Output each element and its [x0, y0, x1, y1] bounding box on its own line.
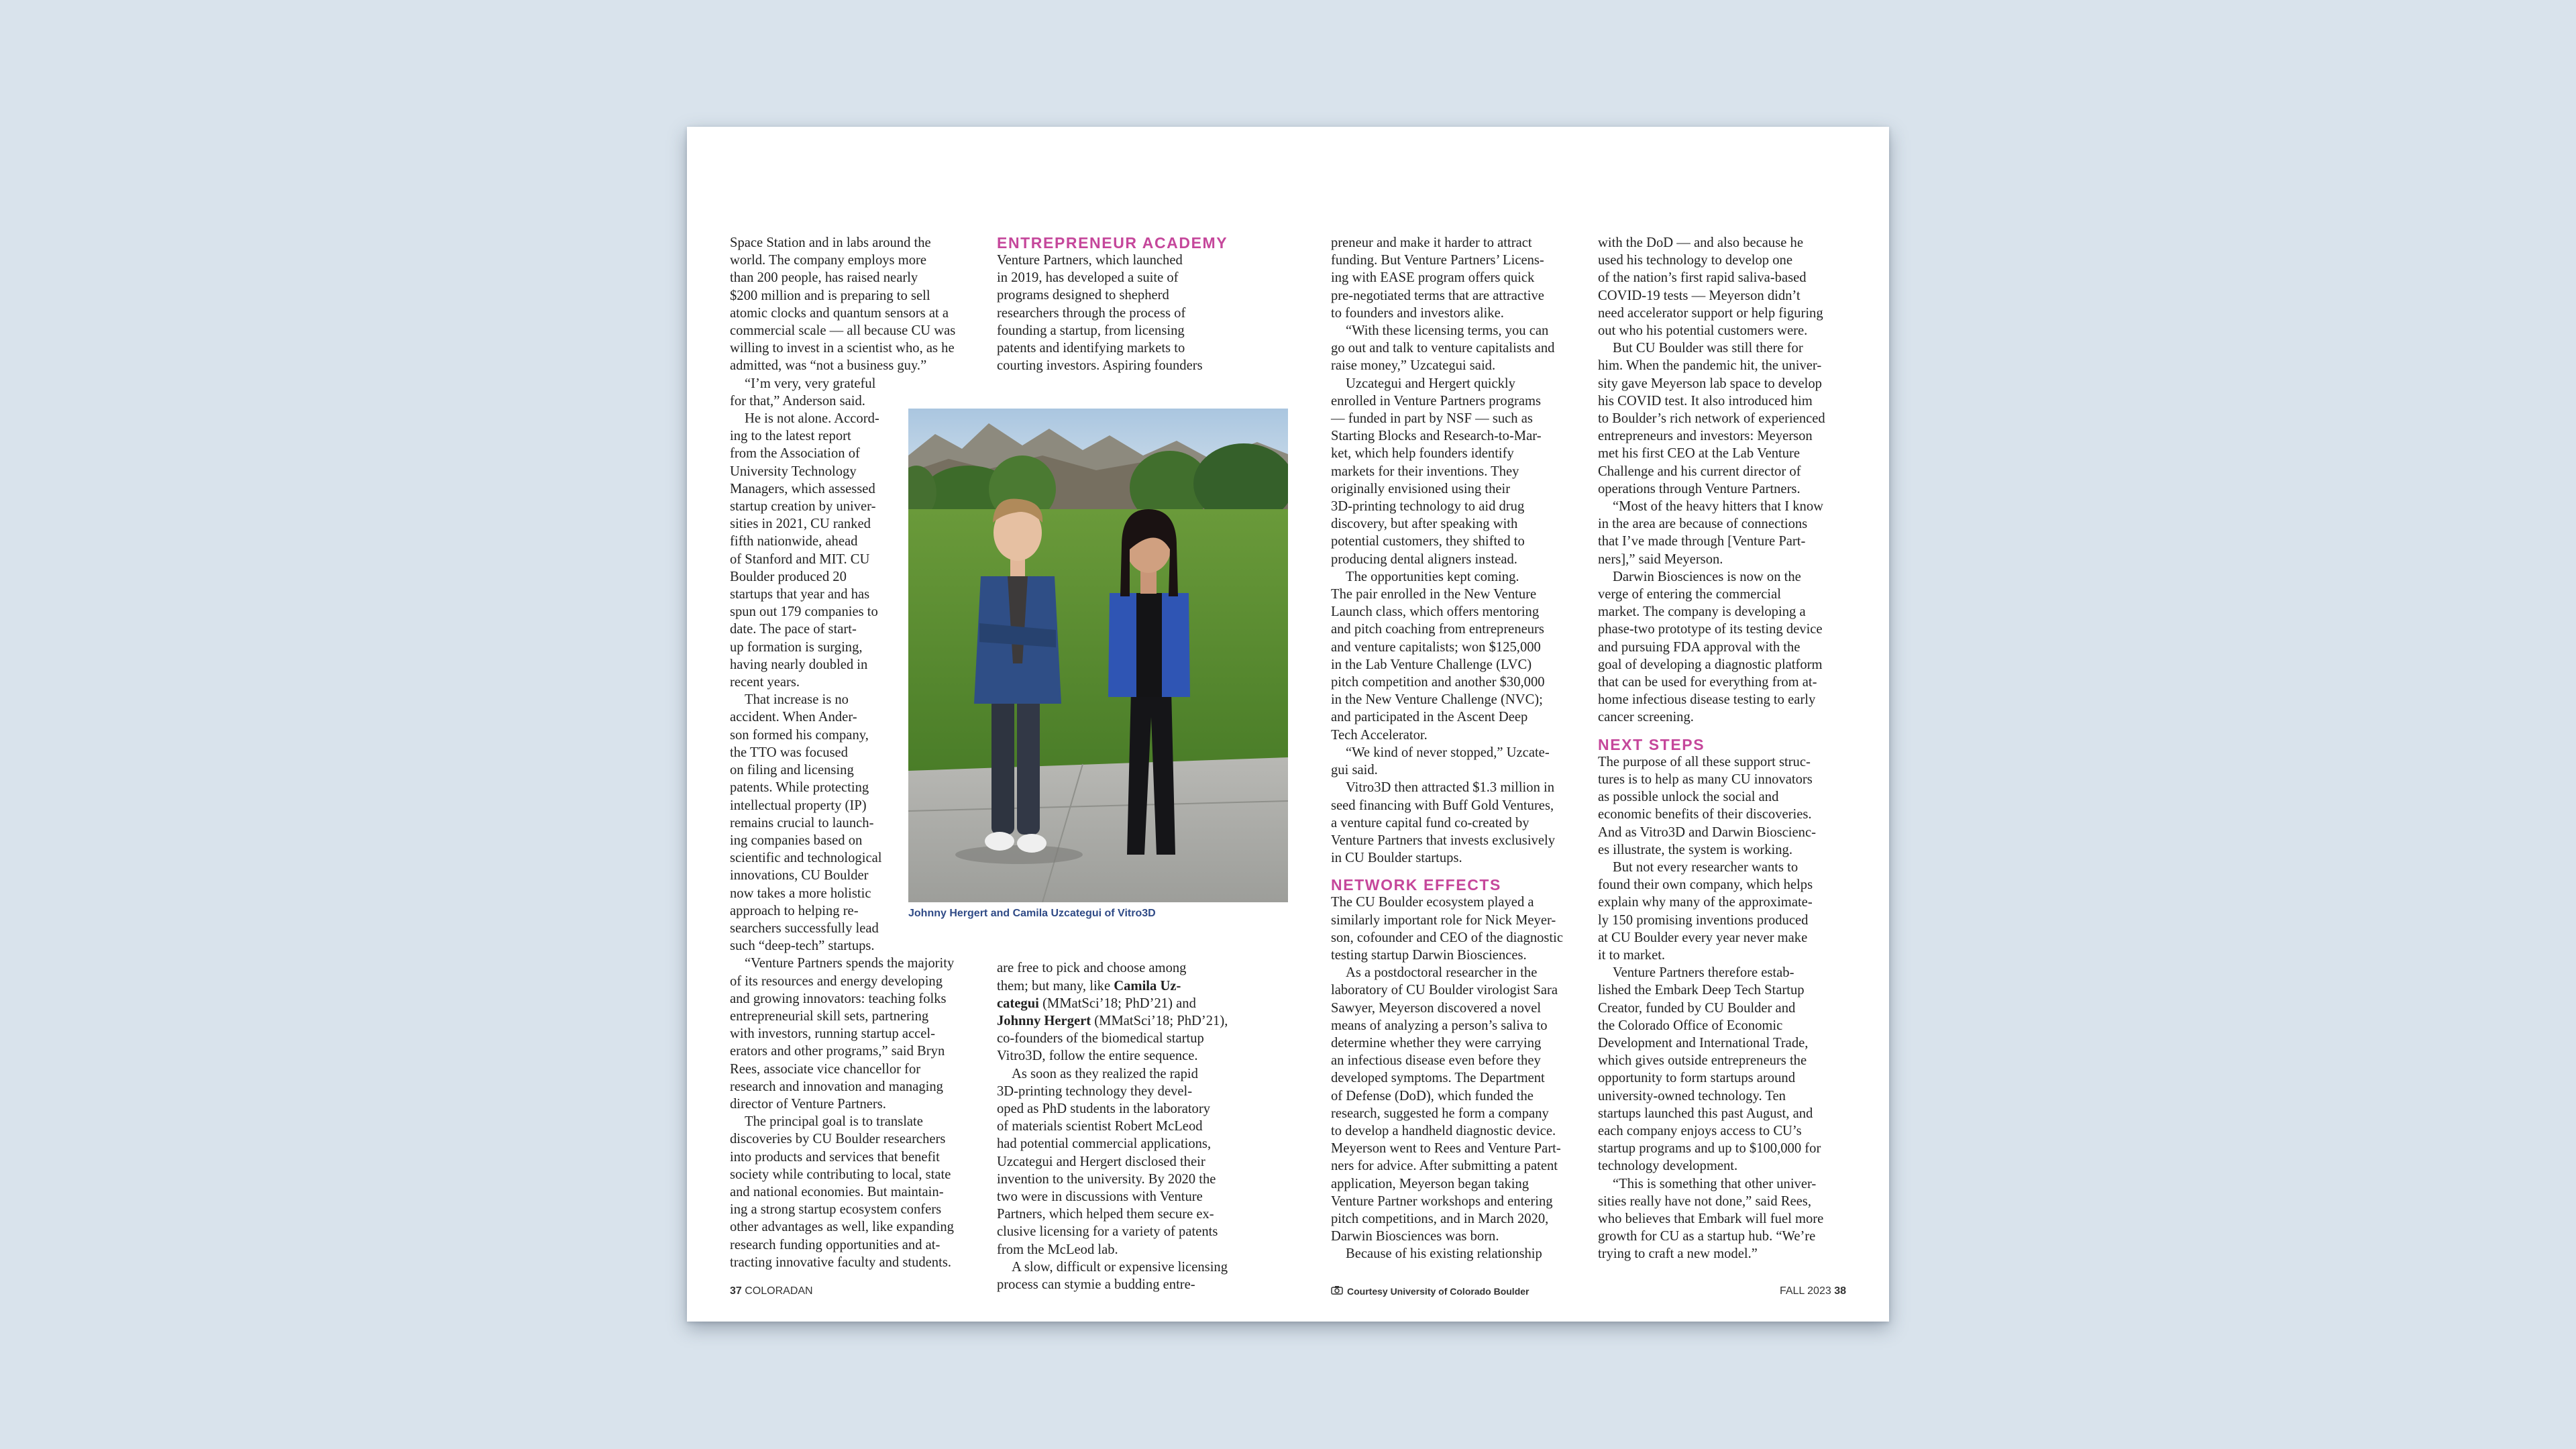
section-heading: NETWORK EFFECTS [1331, 876, 1501, 894]
page-number: 37 [730, 1285, 742, 1297]
paragraph-text: (MMatSci’18; PhD’21), co-founders of the biomedical startup Vitro3D, follow the entire sequence. [997, 1014, 1228, 1064]
paragraph: The principal goal is to translate discoveries by CU Boulder researchers into products and services that benefit society while contributing to local, state and national economies. But maintain- ing a strong startup ecosystem confers other advantages as well, like expanding research funding opportunities and at- tracting innovative faculty and students. [730, 1114, 954, 1270]
paragraph: That increase is no accident. When Ander- son formed his company, the TTO was focused on filing and licensing patents. While protecting intellectual property (IP) remains crucial to launch- ing companies based on scientific and technological innovations, CU Boulder now takes a more holistic approach to helping re- searchers successfully lead such “deep-tech” startups. [730, 692, 882, 954]
section-heading: ENTREPRENEUR ACADEMY [997, 234, 1228, 252]
article-column-3 [1331, 234, 1586, 1263]
camera-icon [1331, 1285, 1343, 1297]
paragraph: with the DoD — and also because he used his technology to develop one of the nation’s first rapid saliva-based COVID-19 tests — Meyerson didn’t need accelerator support or help figuring out who his potential customers were. [1598, 235, 1823, 339]
paragraph: The CU Boulder ecosystem played a similarly important role for Nick Meyer- son, cofounder and CEO of the diagnostic testing startup Darwin Biosciences. [1331, 895, 1564, 963]
paragraph: preneur and make it harder to attract funding. But Venture Partners’ Licens- ing with EASE program offers quick pre-negotiated terms that are attractive to founders and investors alike. [1331, 235, 1544, 321]
issue-date: FALL 2023 [1779, 1285, 1831, 1297]
page-number: 38 [1834, 1285, 1846, 1297]
paragraph: Darwin Biosciences is now on the verge of entering the commercial market. The company is developing a phase-two prototype of its testing device and pursuing FDA approval with the goal of developing a diagnostic platform that can be used for everything from at- home infectious disease testing to early cancer screening. [1598, 569, 1823, 725]
paragraph [997, 959, 1258, 1065]
photo-caption: Johnny Hergert and Camila Uzcategui of Vitro3D [908, 908, 1156, 919]
article-column-4 [1598, 234, 1853, 1263]
left-page-footer [730, 1285, 813, 1297]
paragraph-text: are free to pick and choose among them; but many, like [997, 961, 1187, 994]
paragraph: But not every researcher wants to found their own company, which helps explain why many of the approximate- ly 150 promising inventions produced at CU Boulder every year never make it to market. [1598, 859, 1813, 963]
article-photo [908, 409, 1288, 902]
paragraph: Uzcategui and Hergert quickly enrolled in Venture Partners programs — funded in part by NSF — such as Starting Blocks and Research-to-Mar- ket, which help founders identify markets for their inventions. They originally envisioned using their 3D-printing technology to aid drug discovery, but after speaking with potential customers, they shifted to producing dental aligners instead. [1331, 376, 1542, 567]
paragraph: “With these licensing terms, you can go out and talk to venture capitalists and raise money,” Uzcategui said. [1331, 323, 1555, 374]
paragraph: Venture Partners, which launched in 2019, has developed a suite of programs designed to shepherd researchers through the process of founding a startup, from licensing patents and identifying markets to courting investors. Aspiring founders [997, 253, 1203, 374]
paragraph: Venture Partners therefore estab- lished the Embark Deep Tech Startup Creator, funded by CU Boulder and the Colorado Office of Economic Development and International Trade, which gives outside entrepreneurs the opportunity to form startups around university-owned technology. Ten startups launched this past August, and each company enjoys access to CU’s startup programs and up to $100,000 for technology development. [1598, 965, 1821, 1174]
paragraph: As a postdoctoral researcher in the laboratory of CU Boulder virologist Sara Sawyer, Meyerson discovered a novel means of analyzing a person’s saliva to determine whether they were carrying an infectious disease even before they developed symptoms. The Department of Defense (DoD), which funded the research, suggested he form a company to develop a handheld diagnostic device. Meyerson went to Rees and Venture Part- ners for advice. After submitting a patent application, Meyerson began taking Venture Partner workshops and entering pitch competitions, and in March 2020, Darwin Biosciences was born. [1331, 965, 1561, 1244]
paragraph: “Venture Partners spends the majority of its resources and energy developing and growing innovators: teaching folks entrepreneurial skill sets, partnering with investors, running startup accel- erators and other programs,” said Bryn Rees, associate vice chancellor for research and innovation and managing director of Venture Partners. [730, 956, 955, 1112]
paragraph: “Most of the heavy hitters that I know in the area are because of connections that I’ve made through [Venture Part- ners],” said Meyerson. [1598, 499, 1823, 567]
paragraph: Because of his existing relationship [1346, 1246, 1542, 1262]
paragraph: “This is something that other univer- sities really have not done,” said Rees, who believes that Embark will fuel more growth for CU as a startup hub. “We’re trying to craft a new model.” [1598, 1176, 1824, 1262]
paragraph: “We kind of never stopped,” Uzcate- gui said. [1331, 745, 1550, 778]
paragraph: Vitro3D then attracted $1.3 million in seed financing with Buff Gold Ventures, a venture capital fund co-created by Venture Partners that invests exclusively in CU Boulder startups. [1331, 780, 1555, 866]
right-page-footer [1780, 1285, 1846, 1297]
paragraph: “I’m very, very grateful for that,” Anderson said. [730, 376, 876, 409]
paragraph: The purpose of all these support struc- tures is to help as many CU innovators as possible unlock the social and economic benefits of their discoveries. And as Vitro3D and Darwin Bioscienc- es illustrate, the system is working. [1598, 754, 1816, 857]
magazine-spread [687, 127, 1889, 1322]
photo-credit [1331, 1285, 1529, 1297]
paragraph: A slow, difficult or expensive licensing process can stymie a budding entre- [997, 1259, 1228, 1293]
person-name: Camila Uz- categui [997, 978, 1181, 1011]
paragraph: As soon as they realized the rapid 3D-printing technology they devel- oped as PhD students in the laboratory of materials scientist Robert McLeod had potential commercial applications, Uzcategui and Hergert disclosed their invention to the university. By 2020 the two were in discussions with Venture Partners, which helped them secure ex- clusive licensing for a variety of patents from the McLeod lab. [997, 1066, 1218, 1257]
paragraph: The opportunities kept coming. The pair enrolled in the New Venture Launch class, which offers mentoring and pitch coaching from entrepreneurs and venture capitalists; won $125,000 in the Lab Venture Challenge (LVC) pitch competition and another $30,000 in the New Venture Challenge (NVC); and participated in the Ascent Deep Tech Accelerator. [1331, 569, 1545, 743]
publication-name: COLORADAN [745, 1285, 813, 1297]
person-name: Johnny Hergert [997, 1014, 1091, 1029]
paragraph: He is not alone. Accord- ing to the latest report from the Association of University Technology Managers, which assessed startup creation by univer- sities in 2021, CU ranked fifth nationwide, ahead of Stanford and MIT. CU Boulder produced 20 startups that year and has spun out 179 companies to date. The pace of start- up formation is surging, having nearly doubled in recent years. [730, 411, 879, 690]
section-heading: NEXT STEPS [1598, 735, 1705, 753]
paragraph: But CU Boulder was still there for him. When the pandemic hit, the univer- sity gave Meyerson lab space to develop his COVID test. It also introduced him to Boulder’s rich network of experienced entrepreneurs and investors: Meyerson met his first CEO at the Lab Venture Challenge and his current director of operations through Venture Partners. [1598, 341, 1825, 496]
paragraph: Space Station and in labs around the world. The company employs more than 200 people, has raised nearly $200 million and is preparing to sell atomic clocks and quantum sensors at a commercial scale — all because CU was willing to invest in a scientist who, as he admitted, was “not a business guy.” [730, 235, 956, 374]
paragraph-text: (MMatSci’18; PhD’21) and [1042, 996, 1196, 1011]
photo-illustration [908, 409, 1288, 902]
photo-credit-text: Courtesy University of Colorado Boulder [1347, 1285, 1529, 1297]
